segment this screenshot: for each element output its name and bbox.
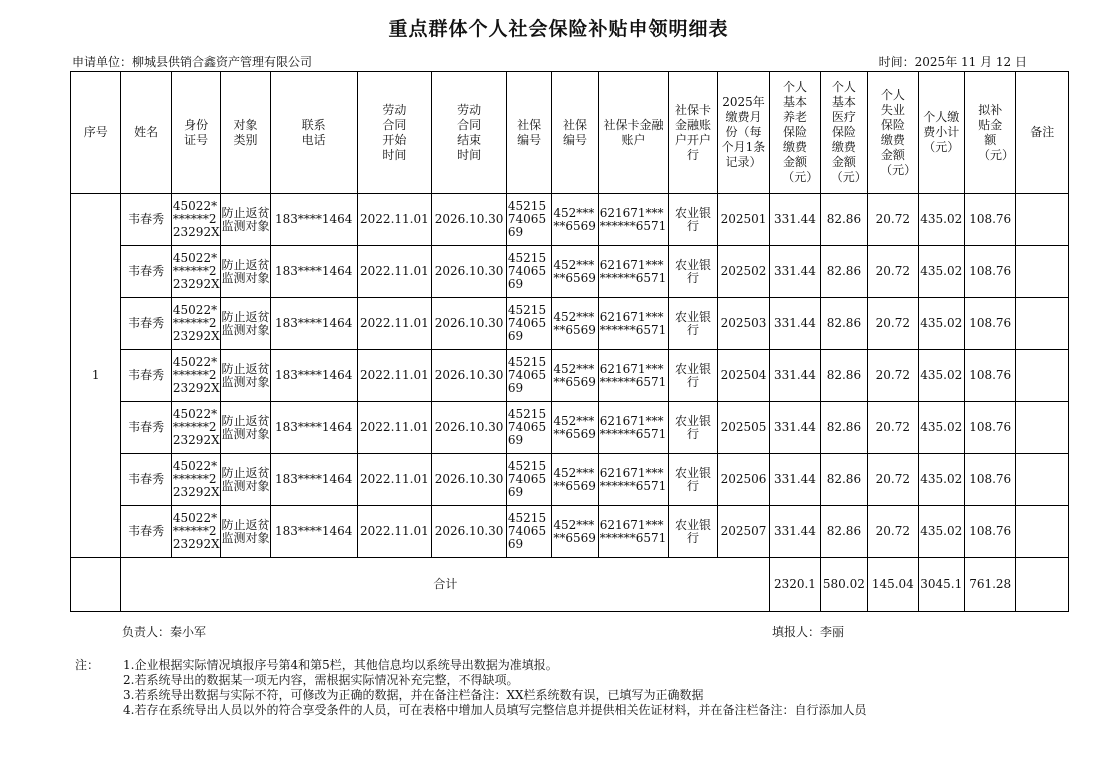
header-cell: 社保编号 — [552, 72, 598, 194]
sb-number-cell: 452*****6569 — [552, 506, 598, 558]
bank-cell: 农业银行 — [669, 454, 717, 506]
header-cell: 劳动合同开始时间 — [357, 72, 432, 194]
remark-cell — [1016, 298, 1069, 350]
id-cell: 45022*******223292X — [171, 506, 220, 558]
start-cell: 2022.11.01 — [357, 194, 432, 246]
medical-cell: 82.86 — [820, 506, 867, 558]
unemployment-cell: 20.72 — [868, 246, 918, 298]
phone-cell: 183****1464 — [270, 402, 357, 454]
sb-number-cell: 452*****6569 — [552, 454, 598, 506]
table-row — [71, 298, 1069, 350]
remark-cell — [1016, 402, 1069, 454]
phone-cell: 183****1464 — [270, 246, 357, 298]
start-cell: 2022.11.01 — [357, 350, 432, 402]
subtotal-cell: 435.02 — [918, 454, 964, 506]
header-cell: 社保卡金融账户 — [598, 72, 669, 194]
total-label: 合计 — [121, 558, 770, 612]
subsidy-cell: 108.76 — [964, 506, 1015, 558]
pension-cell: 331.44 — [770, 454, 820, 506]
header-cell: 拟补贴金额（元） — [964, 72, 1015, 194]
unemployment-cell: 20.72 — [868, 454, 918, 506]
subtotal-cell: 435.02 — [918, 402, 964, 454]
account-cell: 621671*********6571 — [598, 194, 669, 246]
account-cell: 621671*********6571 — [598, 298, 669, 350]
id-cell: 45022*******223292X — [171, 298, 220, 350]
page-title: 重点群体个人社会保险补贴申领明细表 — [388, 18, 729, 40]
detail-table — [70, 71, 1069, 612]
total-subsidy: 761.28 — [964, 558, 1015, 612]
subtotal-cell: 435.02 — [918, 350, 964, 402]
header-cell: 个人失业保险缴费金额（元） — [868, 72, 918, 194]
header-cell: 序号 — [71, 72, 121, 194]
month-cell: 202503 — [717, 298, 769, 350]
remark-cell — [1016, 454, 1069, 506]
phone-cell: 183****1464 — [270, 454, 357, 506]
end-cell: 2026.10.30 — [432, 298, 507, 350]
subsidy-cell: 108.76 — [964, 350, 1015, 402]
pension-cell: 331.44 — [770, 506, 820, 558]
subsidy-cell: 108.76 — [964, 246, 1015, 298]
header-cell: 对象类别 — [221, 72, 270, 194]
medical-cell: 82.86 — [820, 454, 867, 506]
id-cell: 45022*******223292X — [171, 246, 220, 298]
bank-cell: 农业银行 — [669, 298, 717, 350]
note-item: 4.若存在系统导出人员以外的符合享受条件的人员，可在表格中增加人员填写完整信息并提供相关佐证材料，并在备注栏备注：自行添加人员 — [123, 703, 867, 717]
end-cell: 2026.10.30 — [432, 402, 507, 454]
unemployment-cell: 20.72 — [868, 350, 918, 402]
subtotal-cell: 435.02 — [918, 194, 964, 246]
month-cell: 202502 — [717, 246, 769, 298]
applicant-unit: 申请单位：柳城县供销合鑫资产管理有限公司 — [72, 55, 313, 69]
sb-number-cell: 452*****6569 — [552, 402, 598, 454]
total-subtotal: 3045.1 — [918, 558, 964, 612]
total-row — [71, 558, 1069, 612]
total-unemployment: 145.04 — [868, 558, 918, 612]
subsidy-cell: 108.76 — [964, 402, 1015, 454]
phone-cell: 183****1464 — [270, 506, 357, 558]
subsidy-cell: 108.76 — [964, 454, 1015, 506]
name-cell: 韦春秀 — [121, 298, 171, 350]
pension-cell: 331.44 — [770, 246, 820, 298]
end-cell: 2026.10.30 — [432, 194, 507, 246]
month-cell: 202501 — [717, 194, 769, 246]
id-cell: 45022*******223292X — [171, 194, 220, 246]
end-cell: 2026.10.30 — [432, 246, 507, 298]
note-item: 1.企业根据实际情况填报序号第4和第5栏，其他信息均以系统导出数据为准填报。 — [123, 658, 558, 672]
header-cell: 劳动合同结束时间 — [432, 72, 507, 194]
start-cell: 2022.11.01 — [357, 454, 432, 506]
subtotal-cell: 435.02 — [918, 246, 964, 298]
note-item: 3.若系统导出数据与实际不符，可修改为正确的数据，并在备注栏备注：XX栏系统数有误，已填写为正确数据 — [123, 688, 704, 702]
header-cell: 社保卡金融账户开户行 — [669, 72, 717, 194]
info-row — [72, 53, 1027, 71]
medical-cell: 82.86 — [820, 298, 867, 350]
account-cell: 621671*********6571 — [598, 350, 669, 402]
month-cell: 202507 — [717, 506, 769, 558]
bank-cell: 农业银行 — [669, 194, 717, 246]
phone-cell: 183****1464 — [270, 298, 357, 350]
category-cell: 防止返贫监测对象 — [221, 298, 270, 350]
category-cell: 防止返贫监测对象 — [221, 350, 270, 402]
end-cell: 2026.10.30 — [432, 506, 507, 558]
remark-cell — [1016, 350, 1069, 402]
sb-number-cell: 452157406569 — [506, 454, 551, 506]
id-cell: 45022*******223292X — [171, 454, 220, 506]
name-cell: 韦春秀 — [121, 506, 171, 558]
month-cell: 202506 — [717, 454, 769, 506]
month-cell: 202504 — [717, 350, 769, 402]
responsible-person: 负责人：秦小军 — [122, 625, 207, 639]
category-cell: 防止返贫监测对象 — [221, 506, 270, 558]
start-cell: 2022.11.01 — [357, 298, 432, 350]
bank-cell: 农业银行 — [669, 350, 717, 402]
table-row — [71, 350, 1069, 402]
header-cell: 个人基本医疗保险缴费金额（元） — [820, 72, 867, 194]
start-cell: 2022.11.01 — [357, 402, 432, 454]
sb-number-cell: 452157406569 — [506, 298, 551, 350]
name-cell: 韦春秀 — [121, 350, 171, 402]
category-cell: 防止返贫监测对象 — [221, 402, 270, 454]
name-cell: 韦春秀 — [121, 454, 171, 506]
notes-label: 注： — [75, 658, 100, 672]
header-cell: 姓名 — [121, 72, 171, 194]
medical-cell: 82.86 — [820, 194, 867, 246]
month-cell: 202505 — [717, 402, 769, 454]
header-cell: 个人缴费小计（元） — [918, 72, 964, 194]
phone-cell: 183****1464 — [270, 194, 357, 246]
total-medical: 580.02 — [820, 558, 867, 612]
category-cell: 防止返贫监测对象 — [221, 454, 270, 506]
pension-cell: 331.44 — [770, 298, 820, 350]
header-cell: 2025年缴费月份（每个月1条记录） — [717, 72, 769, 194]
medical-cell: 82.86 — [820, 350, 867, 402]
total-pension: 2320.1 — [770, 558, 820, 612]
remark-cell — [1016, 506, 1069, 558]
phone-cell: 183****1464 — [270, 350, 357, 402]
account-cell: 621671*********6571 — [598, 506, 669, 558]
note-item: 2.若系统导出的数据某一项无内容，需根据实际情况补充完整，不得缺项。 — [123, 673, 519, 687]
report-date: 时间：2025年 11 月 12 日 — [878, 55, 1027, 69]
bank-cell: 农业银行 — [669, 402, 717, 454]
total-remark — [1016, 558, 1069, 612]
table-row — [71, 194, 1069, 246]
sb-number-cell: 452157406569 — [506, 506, 551, 558]
pension-cell: 331.44 — [770, 350, 820, 402]
name-cell: 韦春秀 — [121, 402, 171, 454]
end-cell: 2026.10.30 — [432, 350, 507, 402]
subsidy-cell: 108.76 — [964, 298, 1015, 350]
seq-cell: 1 — [71, 194, 121, 558]
table-header-row — [71, 72, 1069, 194]
category-cell: 防止返贫监测对象 — [221, 194, 270, 246]
header-cell: 备注 — [1016, 72, 1069, 194]
sb-number-cell: 452*****6569 — [552, 298, 598, 350]
sb-number-cell: 452157406569 — [506, 246, 551, 298]
pension-cell: 331.44 — [770, 194, 820, 246]
sb-number-cell: 452157406569 — [506, 194, 551, 246]
sb-number-cell: 452157406569 — [506, 402, 551, 454]
unemployment-cell: 20.72 — [868, 194, 918, 246]
subtotal-cell: 435.02 — [918, 506, 964, 558]
header-cell: 联系电话 — [270, 72, 357, 194]
header-cell: 身份证号 — [171, 72, 220, 194]
unemployment-cell: 20.72 — [868, 402, 918, 454]
category-cell: 防止返贫监测对象 — [221, 246, 270, 298]
subtotal-cell: 435.02 — [918, 298, 964, 350]
start-cell: 2022.11.01 — [357, 246, 432, 298]
table-row — [71, 246, 1069, 298]
sb-number-cell: 452157406569 — [506, 350, 551, 402]
remark-cell — [1016, 194, 1069, 246]
table-row — [71, 506, 1069, 558]
start-cell: 2022.11.01 — [357, 506, 432, 558]
header-cell: 社保编号 — [506, 72, 551, 194]
sb-number-cell: 452*****6569 — [552, 350, 598, 402]
unemployment-cell: 20.72 — [868, 298, 918, 350]
table-row — [71, 402, 1069, 454]
unemployment-cell: 20.72 — [868, 506, 918, 558]
header-cell: 个人基本养老保险缴费金额（元） — [770, 72, 820, 194]
sb-number-cell: 452*****6569 — [552, 194, 598, 246]
account-cell: 621671*********6571 — [598, 402, 669, 454]
name-cell: 韦春秀 — [121, 246, 171, 298]
bank-cell: 农业银行 — [669, 506, 717, 558]
account-cell: 621671*********6571 — [598, 454, 669, 506]
account-cell: 621671*********6571 — [598, 246, 669, 298]
subsidy-cell: 108.76 — [964, 194, 1015, 246]
end-cell: 2026.10.30 — [432, 454, 507, 506]
sb-number-cell: 452*****6569 — [552, 246, 598, 298]
medical-cell: 82.86 — [820, 402, 867, 454]
table-row — [71, 454, 1069, 506]
remark-cell — [1016, 246, 1069, 298]
total-seq-blank — [71, 558, 121, 612]
medical-cell: 82.86 — [820, 246, 867, 298]
filler-person: 填报人：李丽 — [772, 625, 845, 639]
pension-cell: 331.44 — [770, 402, 820, 454]
bank-cell: 农业银行 — [669, 246, 717, 298]
id-cell: 45022*******223292X — [171, 402, 220, 454]
name-cell: 韦春秀 — [121, 194, 171, 246]
id-cell: 45022*******223292X — [171, 350, 220, 402]
